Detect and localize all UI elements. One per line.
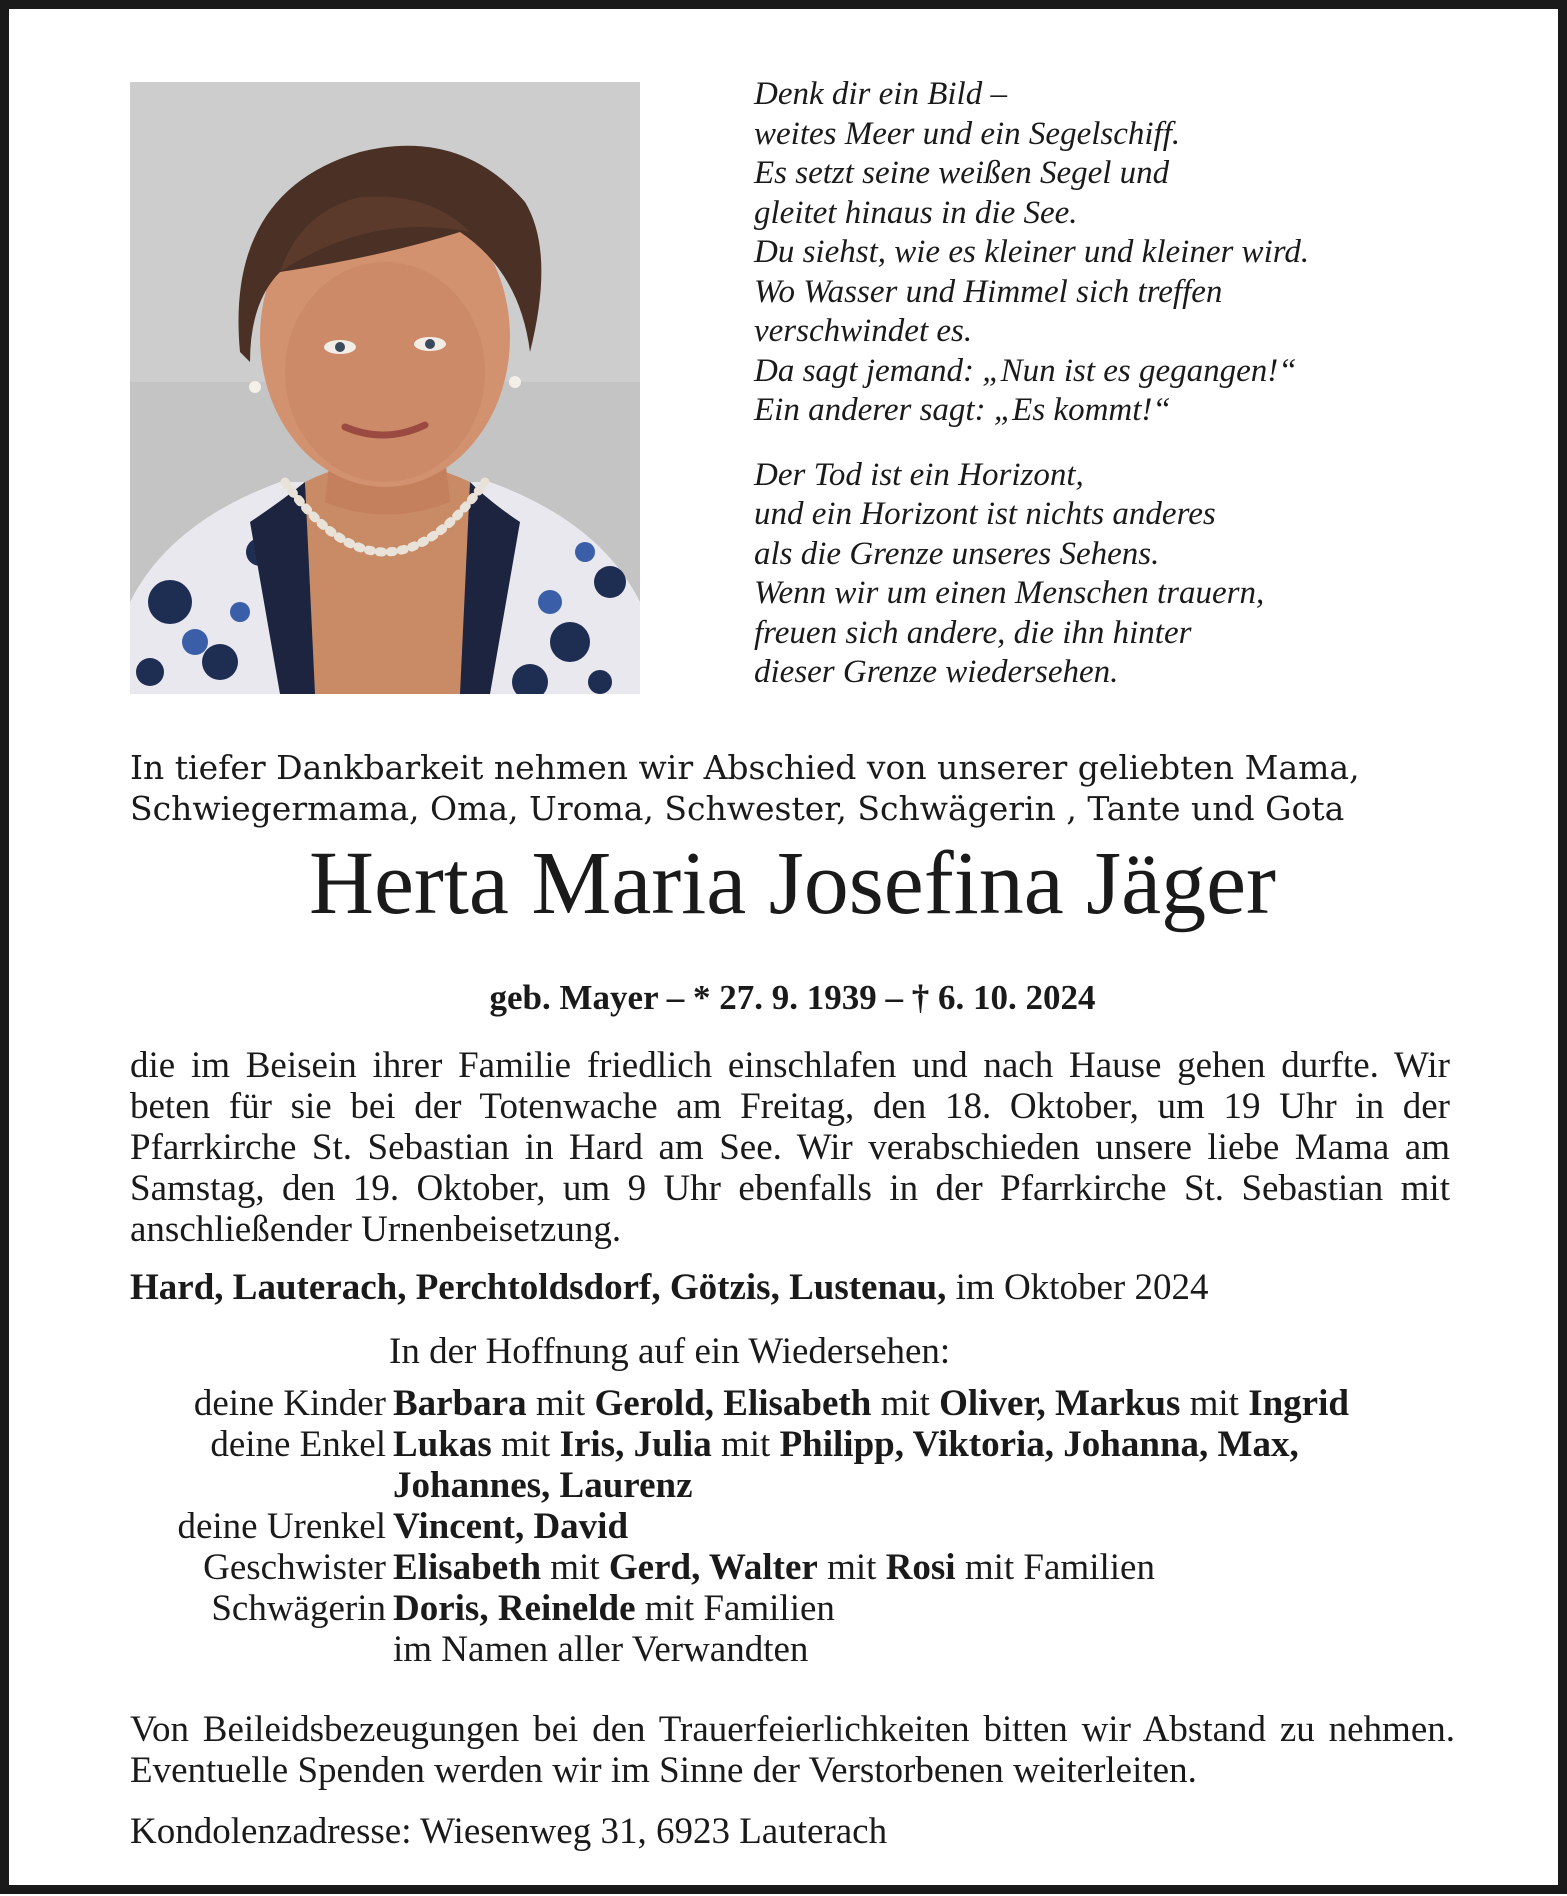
poem-line: freuen sich andere, die ihn hinter [754,614,1192,651]
poem-stanza-1 [754,75,1514,431]
family-role-empty [130,1629,393,1670]
poem-line: verschwindet es. [754,313,973,349]
connector: mit [871,1383,940,1424]
poem-line: als die Grenze unseres Sehens. [754,535,1160,572]
announcement-body: die im Beisein ihrer Familie friedlich einschlafen und nach Hause gehen durfte. Wir beten für sie bei der Totenwache am Freitag, den 18. Oktober, um 19 Uhr in der Pfarrkirche St. Sebastian in Hard am See. Wir verabschieden unsere liebe Mama am Samstag, den 19. Oktober, um 9 Uhr ebenfalls in der Pfarrkirche St. Sebastian mit anschließender Urnenbeisetzung. [130,1045,1450,1250]
connector: mit [526,1383,595,1424]
poem-line: Du siehst, wie es kleiner und kleiner wird. [754,234,1310,270]
family-role: deine Urenkel [177,1506,386,1547]
person-name: Barbara [393,1383,527,1424]
connector: mit [817,1547,886,1588]
family-row-grandchildren [130,1424,1470,1506]
family-role: deine Enkel [210,1424,386,1465]
birth-death-dates: geb. Mayer – * 27. 9. 1939 – † 6. 10. 2024 [489,978,1096,1017]
connector: mit [491,1424,560,1465]
person-name: Johannes, Laurenz [393,1465,693,1506]
intro-text [130,747,1440,829]
person-name: Elisabeth [393,1547,542,1588]
family-names [393,1383,1470,1424]
poem-line: Denk dir ein Bild – [754,76,1007,112]
relatives-note: im Namen aller Verwandten [393,1629,809,1670]
poem-line: Wenn wir um einen Menschen trauern, [754,575,1265,611]
connector: mit Familien [635,1588,835,1629]
family-names [393,1588,1470,1629]
person-name: Gerold, Elisabeth [594,1383,872,1424]
condolence-address: Kondolenzadresse: Wiesenweg 31, 6923 Lauterach [130,1811,888,1852]
intro-line-2: Schwiegermama, Oma, Uroma, Schwester, Schwägerin , Tante und Gota [130,789,1345,828]
closing-note: Von Beileidsbezeugungen bei den Trauerfeierlichkeiten bitten wir Abstand zu nehmen. Eventuelle Spenden werden wir im Sinne der Verstorbenen weiterleiten. [130,1709,1455,1791]
poem-line: gleitet hinaus in die See. [754,194,1078,231]
connector: mit [541,1547,609,1588]
person-name: Oliver, Markus [939,1383,1181,1424]
poem-line: Der Tod ist ein Horizont, [754,456,1084,493]
family-names [393,1547,1470,1588]
family-row-sisters-in-law [130,1588,1470,1629]
person-name: Philipp, Viktoria, Johanna, Max, [779,1424,1299,1465]
deceased-name: Herta Maria Josefina Jäger [308,834,1277,933]
poem-line: und ein Horizont ist nichts anderes [754,496,1216,532]
person-name: Iris, Julia [559,1424,712,1465]
family-role: Schwägerin [211,1588,386,1629]
poem-line: Wo Wasser und Himmel sich treffen [754,273,1223,310]
family-list [130,1383,1470,1670]
family-role: deine Kinder [193,1383,386,1424]
place-date: im Oktober 2024 [946,1267,1209,1308]
connector: mit Familien [955,1547,1155,1588]
person-name: Ingrid [1248,1383,1349,1424]
family-row-siblings [130,1547,1470,1588]
poem-line: Es setzt seine weißen Segel und [754,155,1170,191]
poem-stanza-2 [754,456,1514,693]
portrait-illustration [130,82,640,694]
person-name: Gerd, Walter [608,1547,818,1588]
person-name: Lukas [393,1424,492,1465]
poem-line: dieser Grenze wiedersehen. [754,654,1119,690]
family-role: Geschwister [203,1547,386,1588]
family-row-great-grandchildren [130,1506,1470,1547]
family-row-children [130,1383,1470,1424]
connector: mit [711,1424,780,1465]
poem-line: Ein anderer sagt: „Es kommt!“ [754,392,1171,428]
person-name: Doris, Reinelde [393,1588,636,1629]
portrait-photo [130,82,640,694]
places-and-date [130,1267,1450,1308]
person-name: Rosi [885,1547,956,1588]
poem [754,75,1514,718]
family-row-relatives [130,1629,1470,1670]
family-names [393,1506,1470,1547]
places-list: Hard, Lauterach, Perchtoldsdorf, Götzis, Lustenau, [130,1267,947,1308]
poem-line: Da sagt jemand: „Nun ist es gegangen!“ [754,352,1297,389]
intro-line-1: In tiefer Dankbarkeit nehmen wir Abschied von unserer geliebten Mama, [130,748,1360,787]
poem-line: weites Meer und ein Segelschiff. [754,115,1181,152]
person-name: Vincent, David [393,1506,629,1547]
family-names [393,1424,1470,1506]
hope-line: In der Hoffnung auf ein Wiedersehen: [389,1331,951,1372]
connector: mit [1180,1383,1249,1424]
